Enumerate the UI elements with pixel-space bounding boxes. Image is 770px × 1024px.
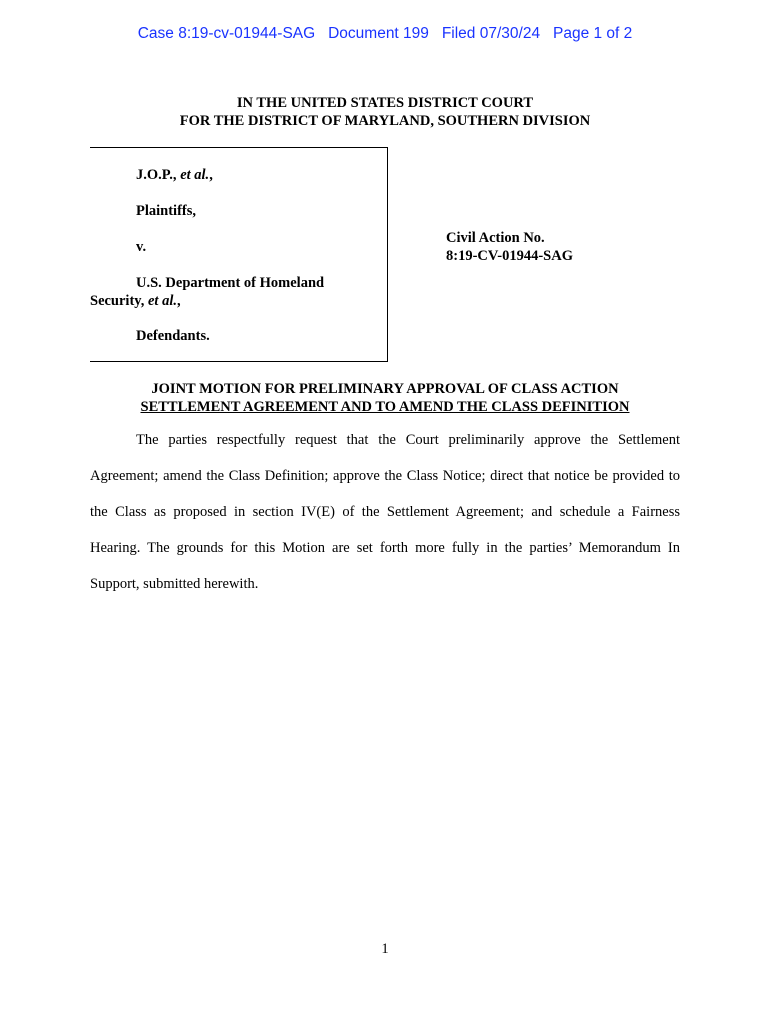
court-district: FOR THE DISTRICT OF MARYLAND, SOUTHERN DIVISION [179,113,591,129]
civil-action-number: 8:19-CV-01944-SAG [446,248,573,264]
defendants-label: Defendants. [136,328,210,344]
defendant-name: U.S. Department of Homeland Security, et al., [90,275,325,309]
ecf-filing-header: Case 8:19-cv-01944-SAG Document 199 Filed 07/30/24 Page 1 of 2 [137,25,633,42]
motion-title-line2: SETTLEMENT AGREEMENT AND TO AMEND THE CLASS DEFINITION [140,399,630,415]
motion-body-paragraph: The parties respectfully request that the Court preliminarily approve the Settlement Agreement; amend the Class Definition; approve the Class Notice; direct that notice be provided to the Class as proposed in section IV(E) of the Settlement Agreement; and schedule a Fairness Hearing. The grounds for this Motion are set forth more fully in the parties’ Memorandum In Support, submitted herewith. [90,432,680,592]
court-name: IN THE UNITED STATES DISTRICT COURT [236,95,534,111]
motion-title-line1: JOINT MOTION FOR PRELIMINARY APPROVAL OF CLASS ACTION [151,381,619,397]
case-caption-box [90,147,388,362]
page-number: 1 [381,941,389,957]
versus-label: v. [136,239,147,255]
civil-action-block [446,229,573,265]
court-heading [0,94,770,130]
plaintiff-name: J.O.P., et al., [136,167,213,183]
plaintiffs-label: Plaintiffs, [136,203,197,219]
motion-title [0,380,770,416]
civil-action-label: Civil Action No. [446,230,545,246]
